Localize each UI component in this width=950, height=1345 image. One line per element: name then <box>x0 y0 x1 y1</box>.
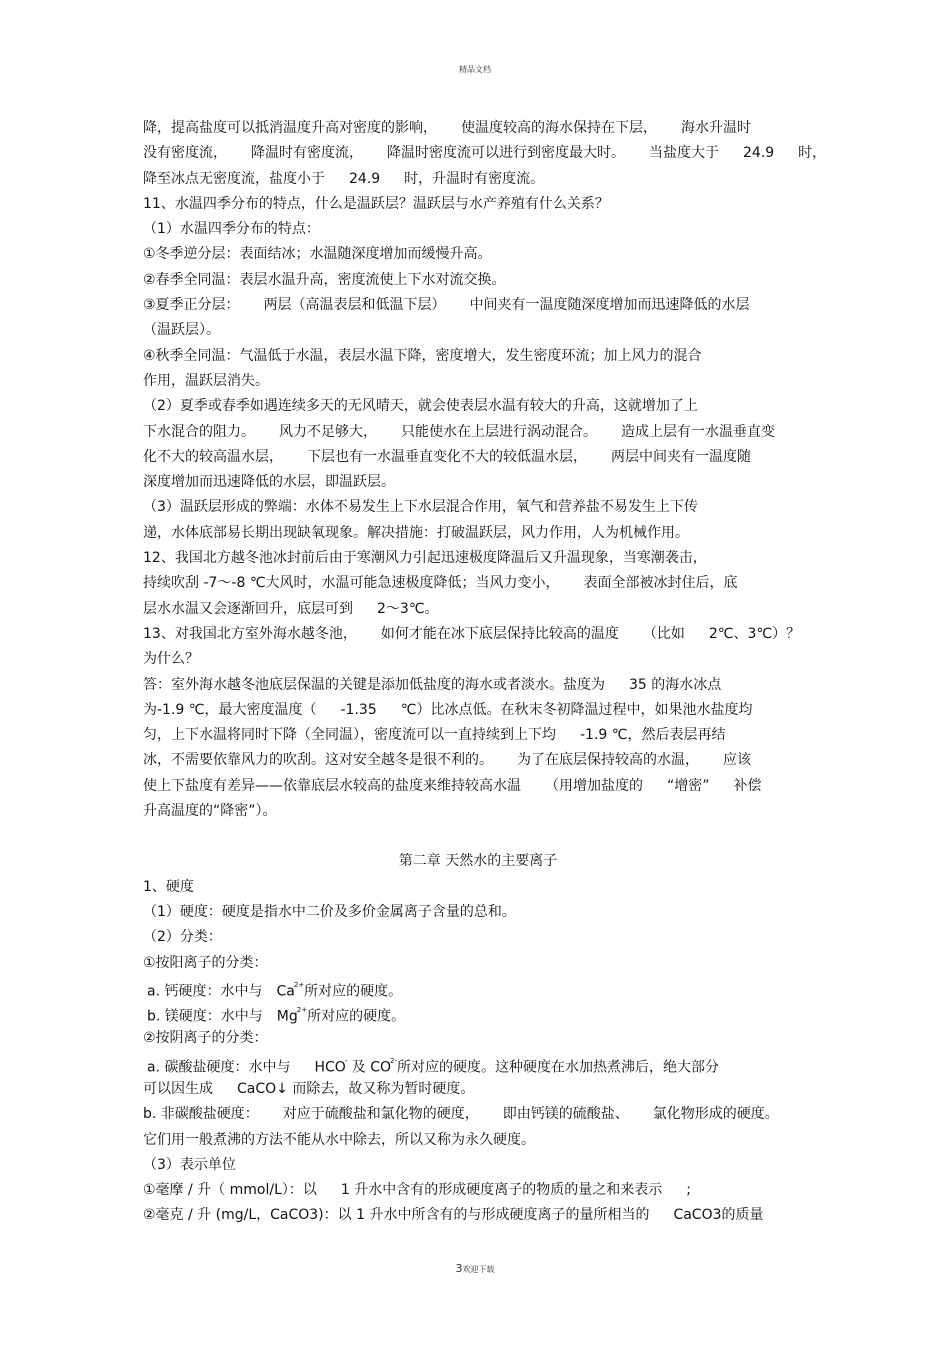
paragraph-line <box>143 723 813 748</box>
calcium-post: 所对应的硬度。 <box>304 983 403 1000</box>
chapter-title: 第二章 天然水的主要离子 <box>398 853 558 870</box>
paragraph-text: -1.35 <box>340 701 377 718</box>
paragraph-text: 为-1.9 ℃，最大密度温度（ <box>143 701 317 718</box>
paragraph-text: -1.9 ℃，然后表层再结 <box>580 727 726 744</box>
paragraph-text: 升高温度的“降密”）。 <box>143 803 277 820</box>
paragraph-line <box>143 698 813 723</box>
bicarbonate-ion: HCO <box>314 1059 346 1076</box>
paragraph-line <box>143 293 813 318</box>
paragraph-text: 当盐度大于 <box>649 145 719 162</box>
units-line <box>143 1203 813 1228</box>
paragraph-line <box>143 774 813 799</box>
paragraph-line <box>143 268 813 293</box>
paragraph-line <box>143 420 813 445</box>
paragraph-text: 只能使水在上层进行涡动混合。 <box>401 423 597 440</box>
paragraph-line <box>143 242 813 267</box>
calcium-charge: 2+ <box>293 980 305 989</box>
units-text: CaCO3的质量 <box>673 1207 764 1224</box>
paragraph-text: 24.9 <box>743 145 775 162</box>
paragraph-text: 持续吹刮 -7～-8 ℃大风时，水温可能急速极度降低；当风力变小， <box>143 575 560 592</box>
magnesium-ion: Mg <box>276 1008 298 1025</box>
paragraph-text: 表面全部被冰封住后，底 <box>583 575 738 592</box>
units-line <box>143 1128 813 1153</box>
paragraph-text: 化不大的较高温水层， <box>143 448 283 465</box>
carbonate-pre: a. 碳酸盐硬度：水中与 <box>147 1059 291 1076</box>
carbonate-hardness-line: a. 碳酸盐硬度：水中与 HCO- 及 $CO^{2-}$所对应的硬度。这种硬度在水加热煮沸后，绝大部分 <box>147 1056 720 1076</box>
paragraph-text: 降至冰点无密度流，盐度小于 <box>143 170 325 187</box>
paragraph-text: 下水混合的阻力。 <box>143 423 255 440</box>
paragraph-text: 降温时有密度流， <box>251 145 363 162</box>
paragraph-line <box>143 748 813 773</box>
paragraph-text: 35 的海水冰点 <box>629 676 722 693</box>
paragraph-text: 为什么？ <box>143 651 199 668</box>
calcium-pre: a. 钙硬度：水中与 <box>147 983 263 1000</box>
paragraph-text: 两层（高温表层和低温下层） <box>263 297 446 314</box>
paragraph-line <box>143 217 813 242</box>
page-header: 精品文档 <box>459 65 491 74</box>
units-line <box>143 1178 813 1203</box>
paragraph-text: 两层中间夹有一温度随 <box>611 448 751 465</box>
paragraph-text: 降，提高盐度可以抵消温度升高对密度的影响， <box>143 120 437 136</box>
footer-text: 欢迎下载 <box>462 1265 495 1274</box>
carbonate-charge: 2- <box>390 1056 398 1065</box>
paragraph-text: 中间夹有一温度随深度增加而迅速降低的水层 <box>469 297 750 314</box>
paragraph-line <box>143 369 813 394</box>
paragraph-line <box>143 167 813 192</box>
paragraph-text: ②春季全同温：表层水温升高，密度流使上下水对流交换。 <box>143 271 506 288</box>
paragraph-text: 层水水温又会逐渐回升，底层可到 <box>143 600 353 617</box>
paragraph-line <box>143 141 827 166</box>
paragraph-text: 下层也有一水温垂直变化不大的较低温水层， <box>307 448 587 465</box>
units-text: 可以因生成 <box>143 1080 213 1097</box>
paragraph-text: 造成上层有一水温垂直变 <box>621 423 775 440</box>
hardness-line <box>143 875 813 900</box>
paragraph-line <box>143 445 813 470</box>
paragraph-text: 没有密度流， <box>143 145 227 162</box>
units-line <box>143 1077 813 1102</box>
paragraph-text: ①冬季逆分层：表面结冰；水温随深度增加而缓慢升高。 <box>143 246 492 263</box>
units-line <box>143 1102 813 1127</box>
hardness-text: （1）硬度：硬度是指水中二价及多价金属离子含量的总和。 <box>143 903 516 920</box>
paragraph-text: 2～3℃。 <box>377 600 439 617</box>
paragraph-text: 使温度较高的海水保持在下层， <box>461 120 657 136</box>
calcium-ion: Ca <box>276 983 295 1000</box>
magnesium-post: 所对应的硬度。 <box>307 1008 406 1025</box>
paragraph-text: ④秋季全同温：气温低于水温，表层水温下降，密度增大，发生密度环流；加上风力的混合 <box>143 347 702 364</box>
magnesium-charge: 2+ <box>296 1006 308 1015</box>
carbonate-post: 所对应的硬度。这种硬度在水加热煮沸后，绝大部分 <box>397 1059 720 1076</box>
units-text: CaCO↓ 而除去，故又称为暂时硬度。 <box>237 1080 475 1097</box>
units-text: ②毫克 / 升 (mg/L，CaCO3)：以 1 升水中所含有的与形成硬度离子的量所相当的 <box>143 1207 650 1224</box>
units-text: 1 升水中含有的形成硬度离子的物质的量之和来表示 <box>340 1182 663 1199</box>
units-text: （3）表示单位 <box>143 1156 236 1173</box>
paragraph-text: 风力不足够大， <box>279 423 377 440</box>
magnesium-hardness-line <box>143 1001 813 1026</box>
paragraph-text: 冰，不需要依靠风力的吹刮。这对安全越冬是很不利的。 <box>143 752 493 769</box>
paragraph-text: （温跃层）。 <box>143 322 220 339</box>
paragraph-text: 补偿 <box>733 777 762 794</box>
hardness-line <box>143 951 813 976</box>
paragraph-text: “增密” <box>667 777 710 794</box>
hardness-text: （2）分类： <box>143 929 222 946</box>
paragraph-text: 24.9 <box>349 170 381 187</box>
paragraph-line <box>143 546 813 571</box>
magnesium-pre: b. 镁硬度：水中与 <box>147 1008 263 1025</box>
page-number: 3 <box>455 1262 463 1275</box>
paragraph-text: 2℃、3℃）？ <box>708 625 801 642</box>
units-text: ; <box>686 1182 691 1199</box>
page-footer <box>0 1262 950 1275</box>
paragraph-text: 使上下盐度有差异——依靠底层水较高的盐度来维持较高水温 <box>143 777 521 794</box>
units-text: 对应于硫酸盐和氯化物的硬度， <box>282 1106 479 1123</box>
paragraph-text: 应该 <box>723 752 751 769</box>
paragraph-text: 递，水体底部易长期出现缺氧现象。解决措施：打破温跃层，风力作用，人为机械作用。 <box>143 524 689 541</box>
paragraph-text: 12、我国北方越冬池冰封前后由于寒潮风力引起迅速极度降温后又升温现象，当寒潮袭击， <box>143 550 707 567</box>
paragraph-line <box>143 799 813 824</box>
section-hardness <box>143 875 813 976</box>
paragraph-text: （比如 <box>642 625 685 642</box>
hardness-text: 1、硬度 <box>143 878 194 895</box>
anion-classification-title: ②按阴离子的分类： <box>143 1030 268 1047</box>
paragraph-text: 如何才能在冰下底层保持比较高的温度 <box>380 625 619 642</box>
paragraph-text: （3）温跃层形成的弊端：水体不易发生上下水层混合作用，氧气和营养盐不易发生上下传 <box>143 499 698 516</box>
carbonate-mid: 及 <box>351 1059 366 1076</box>
calcium-hardness-line <box>143 976 813 1001</box>
paragraph-line <box>143 495 813 520</box>
paragraph-text: （用增加盐度的 <box>545 777 643 794</box>
paragraph-text: （2）夏季或春季如遇连续多天的无风晴天，就会使表层水温有较大的升高，这就增加了上 <box>143 398 698 415</box>
units-text: b. 非碳酸盐硬度： <box>143 1106 259 1123</box>
paragraph-line <box>143 597 813 622</box>
paragraph-line <box>143 318 813 343</box>
paragraph-text: 时，升温时有密度流。 <box>404 170 545 187</box>
units-line <box>143 1153 813 1178</box>
paragraph-text: ℃）比冰点低。在秋末冬初降温过程中，如果池水盐度均 <box>400 701 753 718</box>
paragraph-line <box>143 116 813 141</box>
paragraph-line <box>143 647 813 672</box>
paragraph-line <box>143 344 813 369</box>
paragraph-text: 作用，温跃层消失。 <box>143 372 269 389</box>
paragraph-line <box>143 571 813 596</box>
paragraph-text: 答：室外海水越冬池底层保温的关键是添加低盐度的海水或者淡水。盐度为 <box>143 676 605 693</box>
document-body <box>143 116 827 1229</box>
paragraph-line <box>143 394 813 419</box>
paragraph-line <box>143 521 813 546</box>
paragraph-text: 匀，上下水温将同时下降（全同温），密度流可以一直持续到上下均 <box>143 727 556 744</box>
paragraph-text: 深度增加而迅速降低的水层，即温跃层。 <box>143 474 395 491</box>
section-water-temperature <box>143 116 827 824</box>
paragraph-text: 为了在底层保持较高的水温， <box>517 752 699 769</box>
hardness-text: ①按阳离子的分类： <box>143 954 268 971</box>
hardness-line <box>143 900 813 925</box>
units-text: 即由钙镁的硫酸盐、 <box>502 1106 629 1123</box>
paragraph-text: 13、对我国北方室外海水越冬池， <box>143 625 357 642</box>
paragraph-text: 11、水温四季分布的特点，什么是温跃层？温跃层与水产养殖有什么关系？ <box>143 195 609 212</box>
paragraph-line <box>143 470 813 495</box>
carbonate-ion: CO <box>370 1059 392 1076</box>
paragraph-text: 降温时密度流可以进行到密度最大时。 <box>387 145 625 162</box>
paragraph-text: 时， <box>798 145 827 162</box>
units-text: 它们用一般煮沸的方法不能从水中除去，所以又称为永久硬度。 <box>143 1131 535 1148</box>
paragraph-text: 海水升温时 <box>681 120 751 136</box>
paragraph-line <box>143 673 813 698</box>
paragraph-line <box>143 622 813 647</box>
units-text: 氯化物形成的硬度。 <box>652 1106 779 1123</box>
hardness-line <box>143 925 813 950</box>
units-text: ①毫摩 / 升（ mmol/L）：以 <box>143 1182 317 1199</box>
paragraph-text: （1）水温四季分布的特点： <box>143 221 320 238</box>
paragraph-text: ③夏季正分层： <box>143 297 240 314</box>
paragraph-line <box>143 192 813 217</box>
section-hardness-units <box>143 1077 813 1229</box>
